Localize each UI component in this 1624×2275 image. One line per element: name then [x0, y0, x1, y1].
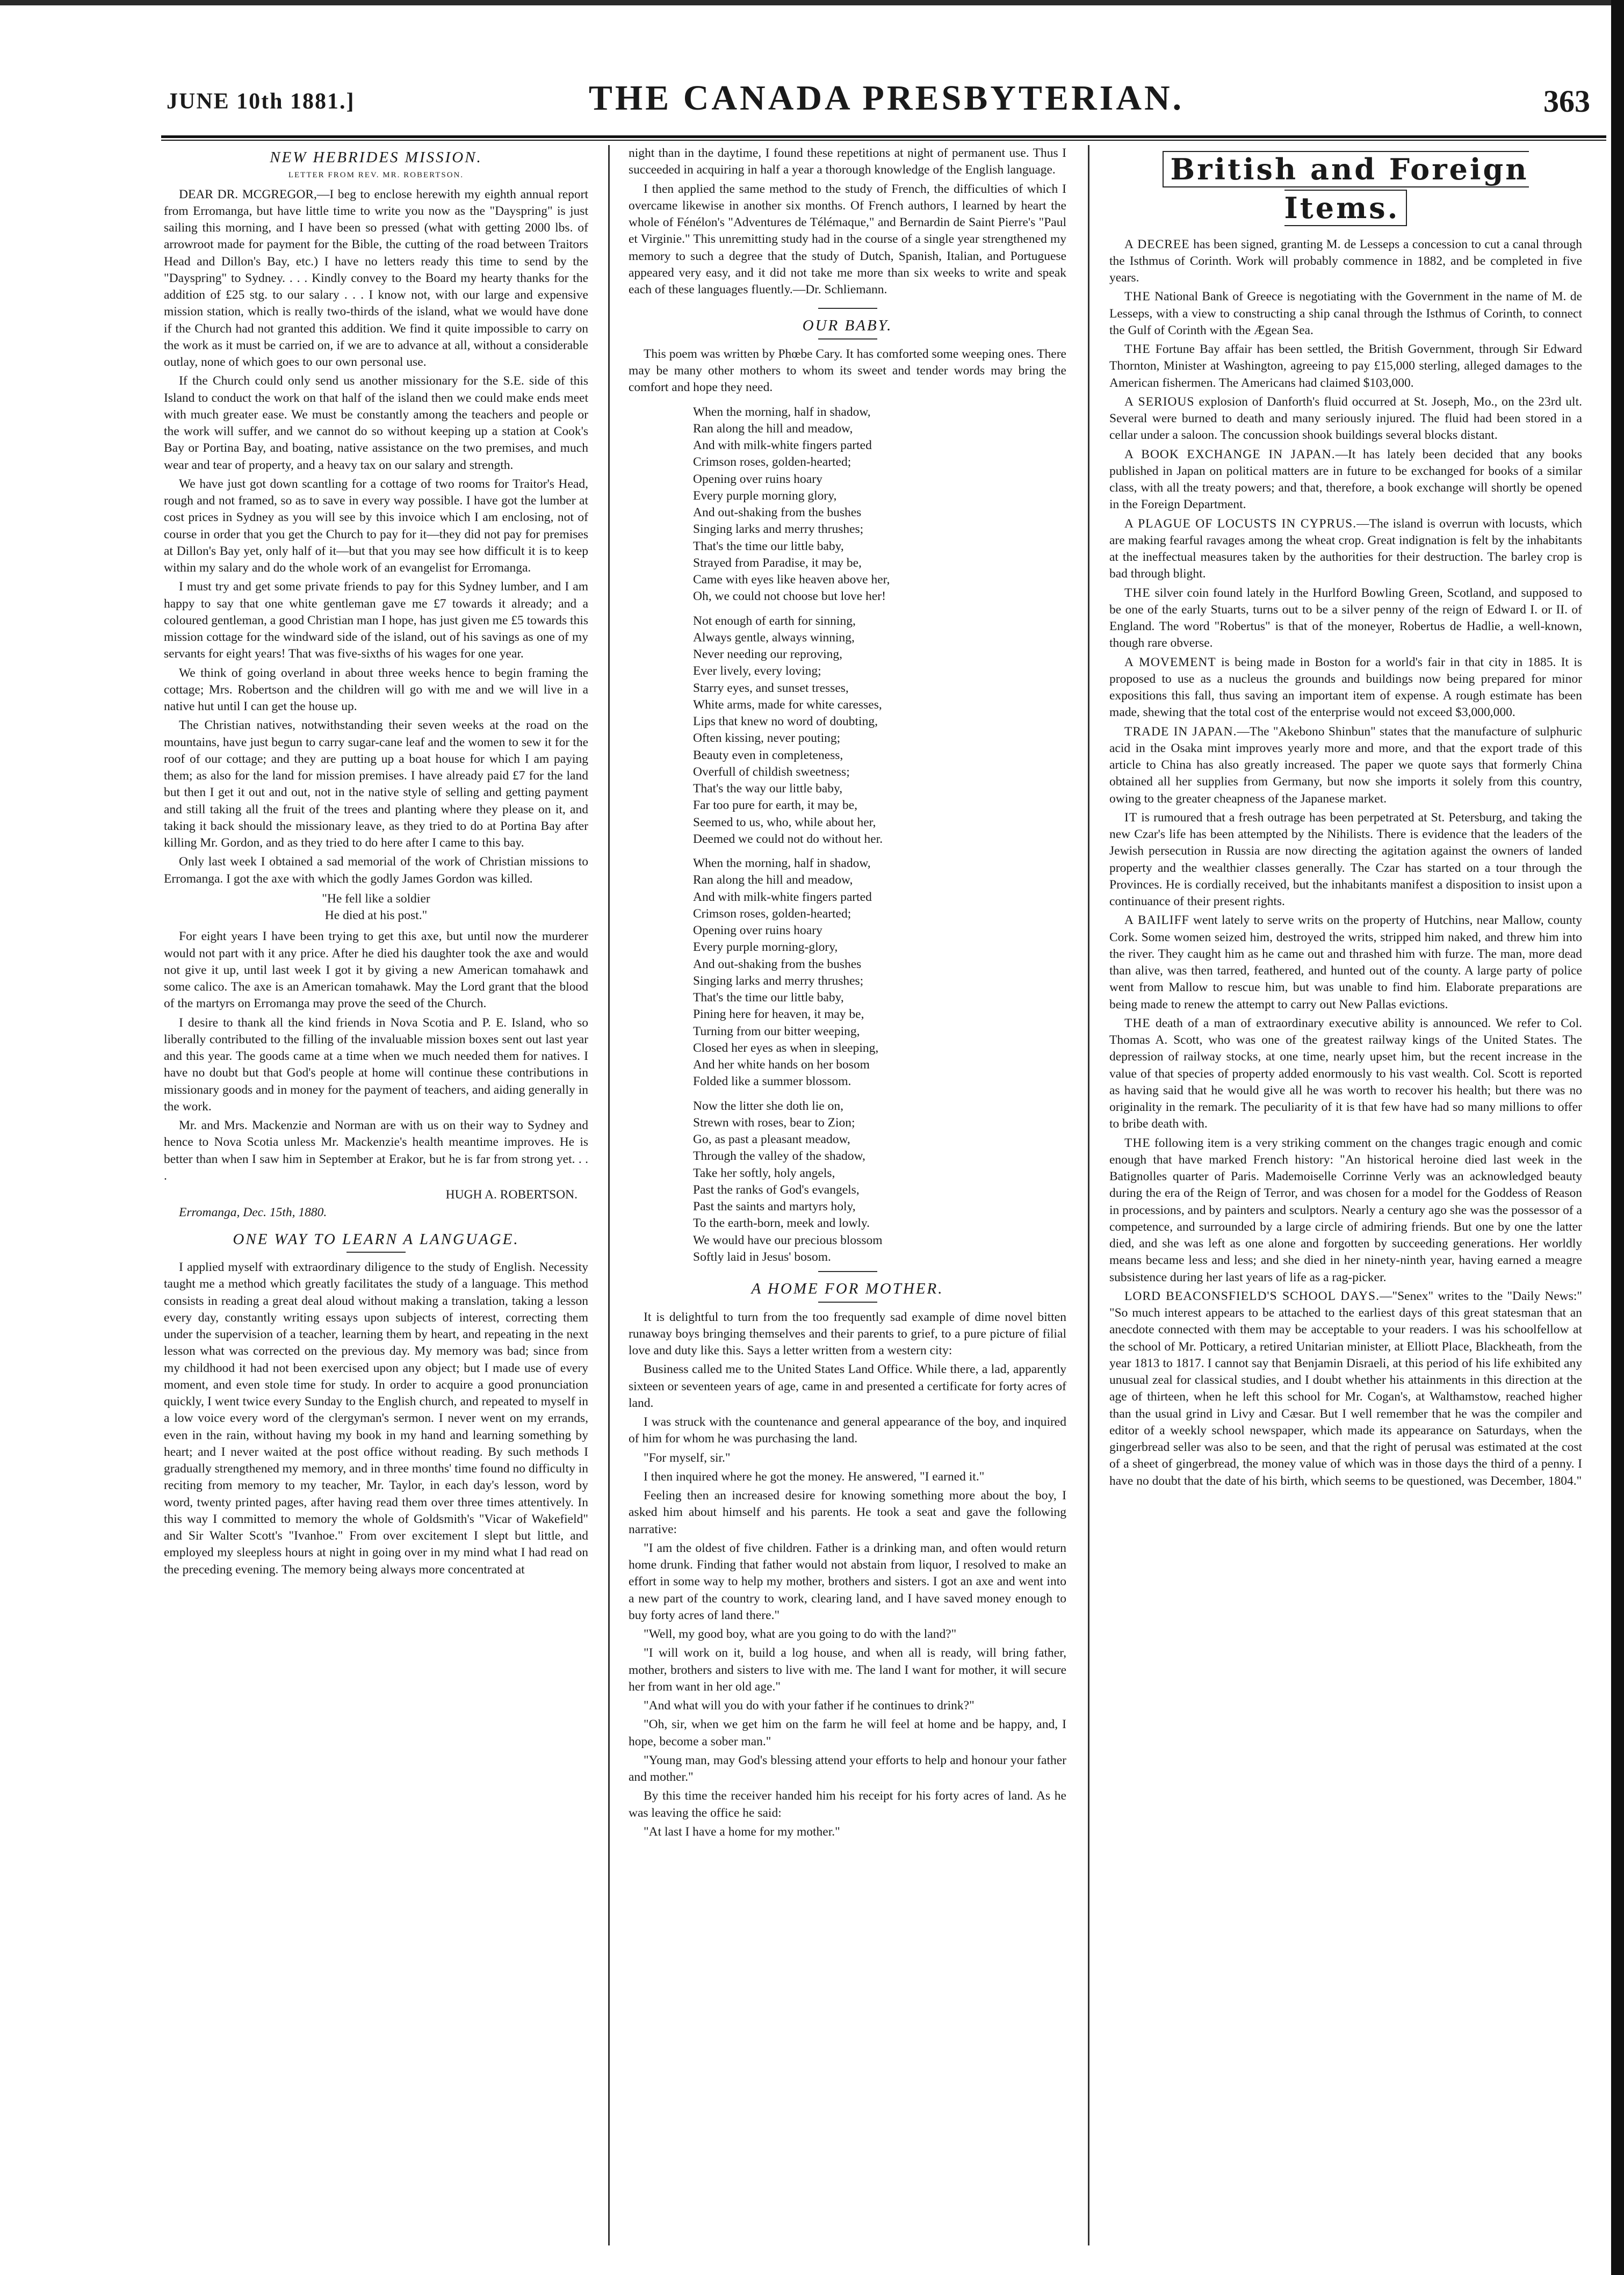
item-lead: A BOOK EXCHANGE IN JAPAN.	[1124, 447, 1336, 461]
item-text: has been signed, granting M. de Lesseps a concession to cut a canal through the Isthmus of Corinth. Work will probably commence in 1882, and be completed in five years.	[1109, 237, 1582, 285]
poem-line: Softly laid in Jesus' bosom.	[693, 1250, 831, 1264]
poem-line: Strewn with roses, bear to Zion;	[693, 1115, 855, 1130]
item-text: went lately to serve writs on the property of Hutchins, near Mallow, county Cork. Some women seized him, destroyed the writs, stripped him naked, and threw him into the river. They caught him as he came out and thrashed him with furze. The man, more dead than alive, was then tarred, feathered, and hunted out of the county. A large party of police went from Mallow to rescue him, but was unable to find him. Elaborate preparations are being made to renew the attempt to carry out New Pallas evictions.	[1109, 913, 1582, 1012]
poem-line: Ran along the hill and meadow,	[693, 873, 853, 887]
item-lead: A BAILIFF	[1124, 913, 1189, 928]
page-edge-shadow	[1611, 0, 1624, 2275]
section-rule	[818, 308, 877, 309]
item-text: —"Senex" writes to the "Daily News:" "So much interest appears to be attached to the earliest days of this great statesman that an anecdote connected with them may be acceptable to your readers. I was his schoolfellow at the school of Mr. Potticary, a retired Unitarian minister, at Elliott Place, Blackheath, from the year 1813 to 1817. I cannot say that Benjamin Disraeli, at this period of his life exhibited any unusual zeal for classical studies, and I doubt whether his attainments in this direction at the age of thirteen, when he left this school for Mr. Cogan's, at Walthamstow, reached higher than the usual grind in Livy and Cæsar. But I well remember that he was the compiler and editor of a weekly school newspaper, which made its appearance on Saturdays, when the gingerbread seller was also to be seen, and that the right of perusal was estimated at the cost of a sheet of gingerbread, the money value of which was in those days the third of a penny. I have no doubt that the date of his birth, which seems to be questioned, was December, 1804."	[1109, 1289, 1582, 1488]
item-text: silver coin found lately in the Hurlford Bowling Green, Scotland, and supposed to be one of the early Stuarts, turns out to be a silver penny of the reign of Edward I. or II. of England. The word "Robertus" is that of the moneyer, Robertus de Hadlie, a well-known, though rare obverse.	[1109, 586, 1582, 651]
item-text: explosion of Danforth's fluid occurred at St. Joseph, Mo., on the 23rd ult. Several were burned to death and many seriously injured. The fluid had been stored in a cellar under a saloon. The concussion shook buildings several blocks distant.	[1109, 394, 1582, 443]
news-item	[1109, 724, 1582, 807]
item-lead: THE	[1124, 290, 1151, 304]
poem-line: Far too pure for earth, it may be,	[693, 798, 858, 813]
news-item	[1109, 654, 1582, 721]
poem-stanza	[693, 613, 1066, 848]
paragraph: I desire to thank all the kind friends in Nova Scotia and P. E. Island, who so liberally contributed to the filling of the invaluable mission boxes sent out last year and this year. The goods came at a time when we much needed them for natives. I have no doubt but that God's people at home will continue these contributions in missionary goods and in money for the payment of teachers, and aiding generally in the work.	[164, 1015, 588, 1114]
paragraph: I then inquired where he got the money. He answered, "I earned it."	[644, 1469, 985, 1484]
page-number: 363	[1543, 84, 1590, 119]
item-text: is being made in Boston for a world's fair in that city in 1885. It is proposed to use as a nucleus the grounds and buildings now being prepared for minor expositions this fall, thus saving an important item of expense. A rough estimate has been made, shewing that the total cost of the enterprise would not exceed $3,000,000.	[1109, 655, 1582, 720]
news-item	[1109, 394, 1582, 444]
column-3	[1109, 145, 1582, 2256]
poem-line: Opening over ruins hoary	[693, 472, 822, 486]
poem-line: Past the saints and martyrs holy,	[693, 1200, 856, 1214]
title-rule	[818, 1302, 877, 1303]
poem-line: That's the way our little baby,	[693, 782, 843, 796]
item-lead: TRADE IN JAPAN.	[1124, 724, 1237, 739]
paragraph: "Well, my good boy, what are you going to do with the land?"	[644, 1627, 957, 1642]
news-item	[1109, 1135, 1582, 1286]
paragraph: I applied myself with extraordinary diligence to the study of English. Necessity taught me a method which greatly facilitates the study of a language. This method consists in reading a great deal aloud without making a translation, taking a lesson every day, constantly writing essays upon subjects of interest, correcting them under the supervision of a teacher, learning them by heart, and repeating in the next lesson what was corrected on the previous day. My memory was bad; since from my childhood it had not been exercised upon any object; but I made use of every moment, and even stole time for study. In order to acquire a good pronunciation quickly, I went twice every Sunday to the English church, and repeated to myself in a low voice every word of the clergyman's sermon. I never went on my errands, even in the rain, without having my book in my hand and learning something by heart; and I never waited at the post office without reading. By such methods I gradually strengthened my memory, and in three months' time found no difficulty in reciting from memory to my teacher, Mr. Taylor, in each day's lesson, word by word, twenty printed pages, after having read them over three times attentively. In this way I committed to memory the whole of Goldsmith's "Vicar of Wakefield" and Sir Walter Scott's "Ivanhoe." From over excitement I slept but little, and employed my sleepless hours at night in going over in my mind what I had read on the preceding evening. The memory being always more concentrated at	[164, 1260, 588, 1577]
paragraph: "And what will you do with your father if he continues to drink?"	[644, 1699, 975, 1713]
poem-line: Came with eyes like heaven above her,	[693, 573, 890, 587]
article-title: OUR BABY.	[802, 317, 893, 335]
news-item	[1109, 341, 1582, 392]
poem-line: Never needing our reproving,	[693, 647, 842, 662]
paragraph: night than in the daytime, I found these repetitions at night of permanent use. Thus I succeeded in acquiring in half a year a thorough knowledge of the English language.	[629, 146, 1066, 177]
news-item	[1109, 912, 1582, 1013]
paragraph: Mr. and Mrs. Mackenzie and Norman are with us on their way to Sydney and hence to Nova Scotia unless Mr. Mackenzie's health meantime improves. He is better than when I saw him in September at Erakor, but he is far from strong yet. . . .	[164, 1118, 588, 1183]
poem-line: And out-shaking from the bushes	[693, 957, 862, 971]
poem-line: Go, as past a pleasant meadow,	[693, 1132, 850, 1147]
news-item	[1109, 585, 1582, 652]
paragraph: It is delightful to turn from the too frequently sad example of dime novel bitten runaway boys bringing themselves and their parents to grief, to a pure picture of filial love and duty like this. Says a letter written from a western city:	[629, 1310, 1066, 1358]
poem-line: That's the time our little baby,	[693, 539, 844, 553]
paragraph: "At last I have a home for my mother."	[644, 1824, 840, 1839]
column-1	[164, 145, 588, 2256]
news-item	[1109, 1015, 1582, 1133]
item-lead: A MOVEMENT	[1124, 655, 1216, 669]
poem-line: Pining here for heaven, it may be,	[693, 1007, 864, 1022]
item-text: death of a man of extraordinary executive ability is announced. We refer to Col. Thomas A. Scott, who was one of the greatest railway kings of the United States. The depression of railway stocks, at one time, nearly upset him, but the recent increase in the value of that species of property added enormously to his vast wealth. Col. Scott is reported as having said that he would give all he was worth to recover his health; but there was no originality in the remark. The peculiarity of it is that few have had so many millions to offer to bribe death with.	[1109, 1016, 1582, 1131]
newspaper-title: THE CANADA PRESBYTERIAN.	[588, 78, 1185, 118]
poem-line: Every purple morning-glory,	[693, 940, 838, 955]
page-header	[161, 75, 1612, 134]
section-heading-text: British and Foreign Items.	[1163, 151, 1528, 226]
poem-line: When the morning, half in shadow,	[693, 856, 871, 871]
item-lead: LORD BEACONSFIELD'S SCHOOL DAYS.	[1124, 1289, 1380, 1303]
news-item	[1109, 810, 1582, 911]
poem-line: Seemed to us, who, while about her,	[693, 815, 876, 829]
item-text: —The island is overrun with locusts, which are making fearful ravages among the wheat crop. Great indignation is felt by the inhabitants at the ineffectual measures taken by the authorities for their destruction. The barley crop is bad through blight.	[1109, 516, 1582, 581]
quotation-line: "He fell like a soldier	[322, 891, 430, 906]
paragraph: We have just got down scantling for a cottage of two rooms for Traitor's Head, rough and not framed, so as to save in every way possible. I have got the lumber at cost prices in Sydney as you will see by this invoice which I am enclosing, not of course in order that you get the Church to pay for it—they did not pay for premises at Dillon's Bay yet, only half of it—but that you may see how difficult it is to keep within my salary and do the whole work of an evangelist for Erromanga.	[164, 476, 588, 575]
poem-line: We would have our precious blossom	[693, 1233, 883, 1247]
item-lead: A DECREE	[1124, 237, 1190, 251]
poem-line: Beauty even in completeness,	[693, 748, 843, 762]
paragraph: We think of going overland in about three weeks hence to begin framing the cottage; Mrs. Robertson and the children will go with me and we will live in a native hut until I can get the house up.	[164, 666, 588, 713]
poem-line: Overfull of childish sweetness;	[693, 764, 850, 779]
top-border	[0, 0, 1624, 5]
signature: HUGH A. ROBERTSON.	[445, 1188, 578, 1202]
header-rule-thin	[161, 140, 1606, 141]
item-text: National Bank of Greece is negotiating with the Government in the name of M. de Lesseps, with a view to constructing a ship canal through the Isthmus of Corinth, to connect the Gulf of Corinth with the Ægean Sea.	[1109, 290, 1582, 337]
poem-line: Through the valley of the shadow,	[693, 1149, 865, 1164]
item-text: is rumoured that a fresh outrage has been perpetrated at St. Petersburg, and taking the new Czar's life has been attempted by the Nihilists. There is evidence that the leaders of the Jewish persecution in Russia are now directing the agitation against the owners of landed property and the wealthier classes generally. The Czar has started on a tour through the Provinces. He is cordially received, but the inhabitants manifest a disposition to insist upon a continuance of their present rights.	[1109, 810, 1582, 909]
poem-line: And out-shaking from the bushes	[693, 505, 862, 520]
poem-line: Ran along the hill and meadow,	[693, 421, 853, 436]
news-item	[1109, 516, 1582, 583]
article-title: NEW HEBRIDES MISSION.	[270, 149, 482, 166]
paragraph: I was struck with the countenance and general appearance of the boy, and inquired of him for whom he was purchasing the land.	[629, 1415, 1066, 1446]
item-lead: A PLAGUE OF LOCUSTS IN CYPRUS.	[1124, 516, 1357, 531]
item-lead: THE	[1124, 586, 1151, 600]
article-title: A HOME FOR MOTHER.	[751, 1280, 944, 1298]
poem-stanza	[693, 855, 1066, 1090]
poem-line: Always gentle, always winning,	[693, 630, 855, 645]
item-text: —It has lately been decided that any books published in Japan on political matters are in future to be exchanged for books of a similar class, with all the treaty powers; and that, therefore, a book exchange will shortly be opened in the Foreign Department.	[1109, 447, 1582, 512]
poem-line: White arms, made for white caresses,	[693, 697, 882, 712]
paragraph: "I am the oldest of five children. Father is a drinking man, and often would return home drunk. Finding that father would not abstain from liquor, I resolved to make an effort in some way to help my mother, brothers and sisters. I got an axe and went into a new part of the country to work, clearing land, and I have saved money enough to buy forty acres of land there."	[629, 1541, 1066, 1622]
poem-line: And with milk-white fingers parted	[693, 438, 872, 453]
news-item	[1109, 446, 1582, 514]
poem-stanza	[693, 1098, 1066, 1266]
quotation-line: He died at his post."	[324, 908, 428, 922]
item-text: Fortune Bay affair has been settled, the British Government, through Sir Edward Thornton, Minister at Washington, agreeing to pay £15,000 sterling, alleged damages to the American fishermen. The Americans had claimed $103,000.	[1109, 342, 1582, 390]
quotation	[164, 891, 588, 925]
item-text: following item is a very striking comment on the changes tragic enough and comic enough that have marked French history: "An historical heroine died last week in the Batignolles quarter of Paris. Mademoiselle Corrinne Verly was an acknowledged beauty during the era of the Reign of Terror, and was chosen for a model for the Goddess of Reason in processions, and by painters and sculptors. Nearly a century ago she was the possessor of a competence, and surrounded by a large circle of admiring friends. But one by one the latter died, and she was left as one alone and forgotten by succeeding generations. Her worldly means became less and less; and she died in her ninety-ninth year, having earned a meagre subsistence during her last years of life as a rag-picker.	[1109, 1136, 1582, 1284]
poem-line: And with milk-white fingers parted	[693, 890, 872, 904]
paragraph: If the Church could only send us another missionary for the S.E. side of this Island to conduct the work on that half of the island then we could make ends meet with much greater ease. We must be constantly among the teachers and people or the work will suffer, and we cannot do so without keeping up a station at Cook's Bay or Portina Bay, and boating, native assistance on the two premises, and much wear and tear of property, and a heavy tax on our salary and strength.	[164, 374, 588, 472]
column-2	[629, 145, 1066, 2256]
poem-line: Turning from our bitter weeping,	[693, 1024, 860, 1038]
poem-line: Singing larks and merry thrushes;	[693, 973, 864, 988]
column-divider-2	[1088, 145, 1089, 2245]
poem-stanza	[693, 404, 1066, 605]
poem-line: Crimson roses, golden-hearted;	[693, 906, 851, 921]
signature-date: Erromanga, Dec. 15th, 1880.	[179, 1205, 327, 1220]
poem-line: Now the litter she doth lie on,	[693, 1099, 843, 1113]
paragraph: Business called me to the United States Land Office. While there, a lad, apparently sixteen or seventeen years of age, came in and presented a certificate for forty acres of land.	[629, 1362, 1066, 1410]
item-text: —The "Akebono Shinbun" states that the manufacture of sulphuric acid in the Osaka mint improves yearly more and more, and that the export trade of this article to China has also greatly increased. The paper we quote says that formerly China obtained all her supplies from Germany, but now she imports it solely from this country, owing to the greater cheapness of the Japanese market.	[1109, 724, 1582, 806]
paragraph: DEAR DR. MCGREGOR,—I beg to enclose herewith my eighth annual report from Erromanga, but have little time to write you now as the "Dayspring" is just sailing this morning, and I have been so pressed (what with getting 2000 lbs. of arrowroot made for payment for the Bible, the cutting of the road between Traitors Head and Dillon's Bay, etc.) I have no letters ready this time to send by the "Dayspring" to Sydney. . . . Kindly convey to the Board my hearty thanks for the addition of £25 stg. to our salary . . . I know not, with our large and expensive mission station, which is really two-thirds of the island, what we would have done if the Church had not granted this addition. We find it quite impossible to carry on the work as it must be carried on, if we are to advance at all, without a considerable outlay, none of which goes to our own personal use.	[164, 187, 588, 369]
poem-line: Singing larks and merry thrushes;	[693, 522, 864, 537]
section-heading	[1109, 150, 1582, 228]
poem-line: Ever lively, every loving;	[693, 664, 821, 678]
issue-date: JUNE 10th 1881.]	[167, 89, 355, 114]
paragraph: The Christian natives, notwithstanding their seven weeks at the road on the mountains, have just begun to carry sugar-cane leaf and the women to sew it for the roof of our cottage; and they are putting up a boat house for which I am paying them; as also for the land for mission premises. I have already paid £7 for the land but then I get it out and out, not in the native style of selling and getting payment and still taking all the fruit of the trees and planting where they please on it, and taking it back should the missionary leave, as they tried to do at Portina Bay after killing Mr. Gordon, and as they tried to do here after I came to this bay.	[164, 718, 588, 850]
poem-line: Starry eyes, and sunset tresses,	[693, 681, 849, 695]
item-lead: THE	[1124, 1136, 1151, 1150]
paragraph: Feeling then an increased desire for knowing something more about the boy, I asked him about himself and his parents. He took a seat and gave the following narrative:	[629, 1489, 1066, 1536]
poem-line: Take her softly, holy angels,	[693, 1166, 835, 1180]
poem-intro: This poem was written by Phœbe Cary. It has comforted some weeping ones. There may be many other mothers to whom its sweet and tender words may bring the comfort and hope they need.	[629, 346, 1066, 395]
item-lead: THE	[1124, 1016, 1151, 1030]
news-item	[1109, 288, 1582, 339]
poem-line: Strayed from Paradise, it may be,	[693, 555, 862, 570]
paragraph: "For myself, sir."	[644, 1450, 731, 1465]
paragraph: "Young man, may God's blessing attend your efforts to help and honour your father and mother."	[629, 1753, 1066, 1785]
poem-line: That's the time our little baby,	[693, 991, 844, 1005]
paragraph: "Oh, sir, when we get him on the farm he will feel at home and be happy, and, I hope, become a sober man."	[629, 1717, 1066, 1749]
paragraph: Only last week I obtained a sad memorial of the work of Christian missions to Erromanga. I got the axe with which the godly James Gordon was killed.	[164, 855, 588, 886]
section-rule	[818, 1271, 877, 1272]
poem-line: Crimson roses, golden-hearted;	[693, 455, 851, 470]
article-subhead: LETTER FROM REV. MR. ROBERTSON.	[288, 170, 464, 179]
news-item	[1109, 236, 1582, 287]
poem-line: To the earth-born, meek and lowly.	[693, 1216, 870, 1231]
column-divider-1	[608, 145, 610, 2245]
article-title: ONE WAY TO LEARN A LANGUAGE.	[233, 1230, 519, 1248]
paragraph: "I will work on it, build a log house, and when all is ready, will bring father, mother, brothers and sisters to live with me. The land I want for mother, it will secure her from want in her old age."	[629, 1646, 1066, 1694]
title-rule	[347, 1252, 406, 1253]
paragraph: I must try and get some private friends to pay for this Sydney lumber, and I am happy to say that one white gentleman gave me £7 towards it already; and a coloured gentleman, a good Christian man I hope, has just given me £5 towards this mission cottage for the windward side of the island, out of his savings as one of my servants for eight years! That was five-sixths of his wages for one year.	[164, 580, 588, 661]
poem-line: And her white hands on her bosom	[693, 1058, 870, 1072]
item-lead: A SERIOUS	[1124, 394, 1195, 409]
item-lead: THE	[1124, 342, 1151, 357]
poem-line: Lips that knew no word of doubting,	[693, 714, 878, 729]
paragraph: I then applied the same method to the study of French, the difficulties of which I overcame likewise in another six months. Of French authors, I learned by heart the whole of Fénélon's "Adventures de Télémaque," and Bernardin de Saint Pierre's "Paul et Virginie." This unremitting study had in the course of a single year strengthened my memory to such a degree that the study of Dutch, Spanish, Italian, and Portuguese appeared very easy, and it did not take me more than six weeks to write and speak each of these languages fluently.—Dr. Schliemann.	[629, 182, 1066, 297]
item-lead: IT	[1124, 810, 1138, 825]
poem-line: Opening over ruins hoary	[693, 923, 822, 938]
poem-line: Not enough of earth for sinning,	[693, 613, 856, 628]
paragraph: By this time the receiver handed him his receipt for his forty acres of land. As he was leaving the office he said:	[629, 1789, 1066, 1820]
poem-line: Folded like a summer blossom.	[693, 1074, 851, 1089]
poem-line: Oh, we could not choose but love her!	[693, 589, 886, 604]
poem-line: Deemed we could not do without her.	[693, 832, 883, 846]
header-rule	[161, 135, 1606, 138]
poem-line: Often kissing, never pouting;	[693, 731, 841, 746]
paragraph: For eight years I have been trying to get this axe, but until now the murderer would not part with it any price. After he died his daughter took the axe and would not give it up, until last week I got it by giving a new American tomahawk and some calico. The axe is an American tomahawk. May the Lord grant that the blood of the martyrs on Erromanga may prove the seed of the Church.	[164, 929, 588, 1011]
poem-line: Closed her eyes as when in sleeping,	[693, 1041, 879, 1055]
poem-line: Every purple morning glory,	[693, 488, 837, 503]
poem-line: Past the ranks of God's evangels,	[693, 1182, 860, 1197]
title-rule	[818, 338, 877, 340]
poem-line: When the morning, half in shadow,	[693, 405, 871, 419]
news-item	[1109, 1288, 1582, 1490]
